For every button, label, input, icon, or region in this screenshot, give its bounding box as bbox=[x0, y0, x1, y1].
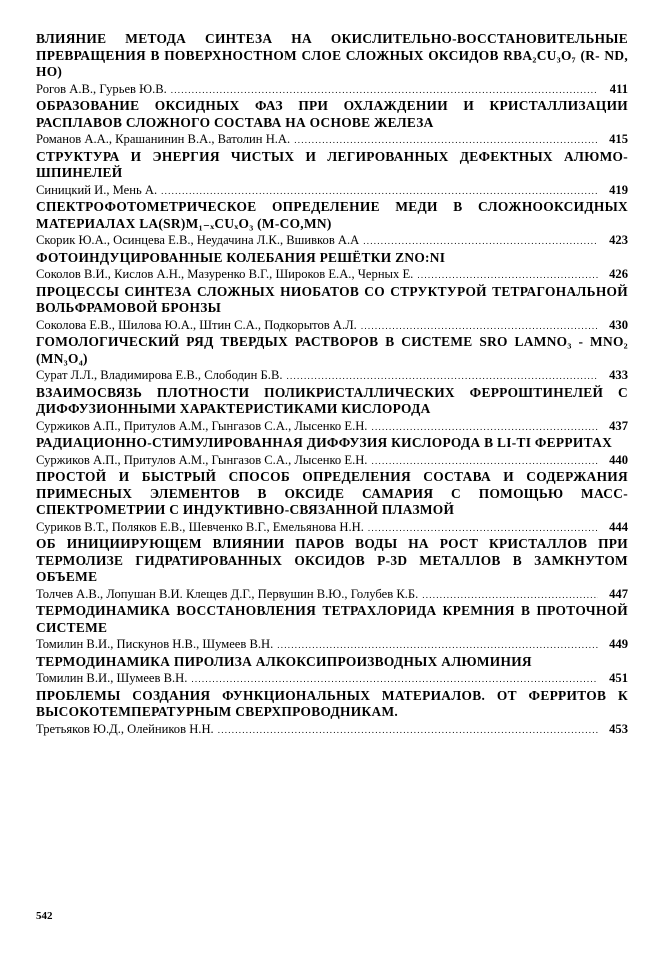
toc-entry bbox=[36, 199, 628, 250]
authors-line bbox=[36, 670, 628, 688]
entry-page: 449 bbox=[609, 637, 628, 651]
toc-entry bbox=[36, 385, 628, 436]
entry-title: ВЗАИМОСВЯЗЬ ПЛОТНОСТИ ПОЛИКРИСТАЛЛИЧЕСКИХ ФЕРРОШТИНЕЛЕЙ С ДИФФУЗИОННЫМИ ХАРАКТЕРИСТИКАМИ КИСЛОРОДА bbox=[36, 384, 628, 416]
authors-line bbox=[36, 266, 628, 284]
entry-page: 426 bbox=[609, 267, 628, 281]
entry-title: СТРУКТУРА И ЭНЕРГИЯ ЧИСТЫХ И ЛЕГИРОВАННЫХ ДЕФЕКТНЫХ АЛЮМО-ШПИНЕЛЕЙ bbox=[36, 148, 628, 180]
toc-entry bbox=[36, 250, 628, 284]
entry-page: 451 bbox=[609, 671, 628, 685]
authors-line bbox=[36, 721, 628, 739]
authors-line bbox=[36, 317, 628, 335]
entry-title: ОБРАЗОВАНИЕ ОКСИДНЫХ ФАЗ ПРИ ОХЛАЖДЕНИИ И КРИСТАЛЛИЗАЦИИ РАСПЛАВОВ СЛОЖНОГО СОСТАВА НА ОСНОВЕ ЖЕЛЕЗА bbox=[36, 98, 628, 130]
entry-authors: Толчев А.В., Лопушан В.И. Клещев Д.Г., Первушин В.Ю., Голубев К.Б. bbox=[36, 586, 419, 601]
entry-authors: Томилин В.И., Шумеев В.Н. bbox=[36, 671, 188, 685]
toc-entry bbox=[36, 284, 628, 335]
dot-leader bbox=[371, 418, 598, 436]
entry-title: ТЕРМОДИНАМИКА ВОССТАНОВЛЕНИЯ ТЕТРАХЛОРИДА КРЕМНИЯ В ПРОТОЧНОЙ СИСТЕМЕ bbox=[36, 603, 628, 635]
entry-authors: Суржиков А.П., Притулов А.М., Гынгазов С.А., Лысенко Е.Н. bbox=[36, 452, 368, 467]
entry-authors: Романов А.А., Крашанинин В.А., Ватолин Н.А. bbox=[36, 132, 291, 146]
dot-leader bbox=[218, 721, 598, 739]
toc-entry bbox=[36, 435, 628, 469]
entry-page: 440 bbox=[609, 452, 628, 467]
toc-entry bbox=[36, 31, 628, 98]
entry-page: 415 bbox=[609, 132, 628, 146]
entry-page: 447 bbox=[609, 586, 628, 601]
dot-leader bbox=[371, 452, 598, 470]
toc-entry bbox=[36, 536, 628, 603]
entry-page: 411 bbox=[609, 81, 628, 96]
dot-leader bbox=[422, 586, 598, 604]
dot-leader bbox=[277, 636, 598, 654]
entry-title: ГОМОЛОГИЧЕСКИЙ РЯД ТВЕРДЫХ РАСТВОРОВ В СИСТЕМЕ SRO LAMNO₃ - MNO₂ (MN₃O₄) bbox=[36, 334, 628, 366]
toc-entry bbox=[36, 603, 628, 654]
entry-authors: Синицкий И., Мень А. bbox=[36, 182, 158, 197]
toc-entry bbox=[36, 98, 628, 149]
entry-title: ОБ ИНИЦИИРУЮЩЕМ ВЛИЯНИИ ПАРОВ ВОДЫ НА РОСТ КРИСТАЛЛОВ ПРИ ТЕРМОЛИЗЕ ГИДРАТИРОВАННЫХ ОКСИДОВ P-3D МЕТАЛЛОВ В ЗАМКНУТОМ ОБЪЕМЕ bbox=[36, 536, 628, 584]
entry-authors: Скорик Ю.А., Осинцева Е.В., Неудачина Л.К., Вшивков А.А bbox=[36, 233, 360, 247]
authors-line bbox=[36, 418, 628, 436]
toc-entry bbox=[36, 688, 628, 739]
entry-page: 444 bbox=[609, 519, 628, 534]
dot-leader bbox=[361, 317, 598, 335]
toc-entry bbox=[36, 334, 628, 385]
dot-leader bbox=[417, 266, 598, 284]
entry-title: ПРОБЛЕМЫ СОЗДАНИЯ ФУНКЦИОНАЛЬНЫХ МАТЕРИАЛОВ. ОТ ФЕРРИТОВ К ВЫСОКОТЕМПЕРАТУРНЫМ СВЕРХПРОВОДНИКАМ. bbox=[36, 687, 628, 719]
toc-entry bbox=[36, 654, 628, 688]
entry-page: 437 bbox=[609, 418, 628, 433]
entry-authors: Соколов В.И., Кислов А.Н., Мазуренко В.Г., Широков Е.А., Черных Е. bbox=[36, 267, 414, 281]
dot-leader bbox=[363, 232, 598, 250]
entry-authors: Соколова Е.В., Шилова Ю.А., Штин С.А., Подкорытов А.Л. bbox=[36, 317, 357, 332]
table-of-contents bbox=[36, 31, 628, 738]
entry-title: СПЕКТРОФОТОМЕТРИЧЕСКОЕ ОПРЕДЕЛЕНИЕ МЕДИ В СЛОЖНООКСИДНЫХ МАТЕРИАЛАХ LA(SR)M₁₋ₓCUₓO₃ (M-CO,MN) bbox=[36, 199, 628, 231]
entry-authors: Суриков В.Т., Поляков Е.В., Шевченко В.Г., Емельянова Н.Н. bbox=[36, 519, 364, 534]
page-number: 542 bbox=[36, 910, 53, 922]
entry-title: ВЛИЯНИЕ МЕТОДА СИНТЕЗА НА ОКИСЛИТЕЛЬНО-ВОССТАНОВИТЕЛЬНЫЕ ПРЕВРАЩЕНИЯ В ПОВЕРХНОСТНОМ СЛОЕ СЛОЖНЫХ ОКСИДОВ RBA₂CU₃O₇ (R- ND, HO) bbox=[36, 31, 628, 79]
authors-line bbox=[36, 636, 628, 654]
toc-entry bbox=[36, 149, 628, 200]
entry-page: 423 bbox=[609, 233, 628, 247]
dot-leader bbox=[368, 519, 598, 537]
entry-authors: Сурат Л.Л., Владимирова Е.В., Слободин Б.В. bbox=[36, 368, 283, 382]
entry-title: ТЕРМОДИНАМИКА ПИРОЛИЗА АЛКОКСИПРОИЗВОДНЫХ АЛЮМИНИЯ bbox=[36, 653, 532, 669]
authors-line bbox=[36, 81, 628, 99]
entry-page: 433 bbox=[609, 368, 628, 382]
dot-leader bbox=[287, 367, 599, 385]
dot-leader bbox=[161, 182, 598, 200]
entry-page: 419 bbox=[609, 182, 628, 197]
entry-title: ФОТОИНДУЦИРОВАННЫЕ КОЛЕБАНИЯ РЕШЁТКИ ZNO:NI bbox=[36, 249, 446, 265]
authors-line bbox=[36, 182, 628, 200]
authors-line bbox=[36, 519, 628, 537]
entry-page: 453 bbox=[609, 721, 628, 736]
entry-title: ПРОЦЕССЫ СИНТЕЗА СЛОЖНЫХ НИОБАТОВ СО СТРУКТУРОЙ ТЕТРАГОНАЛЬНОЙ ВОЛЬФРАМОВОЙ БРОНЗЫ bbox=[36, 283, 628, 315]
entry-title: РАДИАЦИОННО-СТИМУЛИРОВАННАЯ ДИФФУЗИЯ КИСЛОРОДА В LI-TI ФЕРРИТАХ bbox=[36, 435, 613, 450]
entry-authors: Рогов А.В., Гурьев Ю.В. bbox=[36, 81, 167, 96]
authors-line bbox=[36, 232, 628, 250]
authors-line bbox=[36, 586, 628, 604]
entry-authors: Томилин В.И., Пискунов Н.В., Шумеев В.Н. bbox=[36, 637, 274, 651]
authors-line bbox=[36, 131, 628, 149]
entry-page: 430 bbox=[609, 317, 628, 332]
entry-authors: Суржиков А.П., Притулов А.М., Гынгазов С.А., Лысенко Е.Н. bbox=[36, 418, 368, 433]
dot-leader bbox=[171, 81, 598, 99]
entry-authors: Третьяков Ю.Д., Олейников Н.Н. bbox=[36, 721, 214, 736]
authors-line bbox=[36, 367, 628, 385]
dot-leader bbox=[294, 131, 598, 149]
dot-leader bbox=[191, 670, 598, 688]
entry-title: ПРОСТОЙ И БЫСТРЫЙ СПОСОБ ОПРЕДЕЛЕНИЯ СОСТАВА И СОДЕРЖАНИЯ ПРИМЕСНЫХ ЭЛЕМЕНТОВ В ОКСИДЕ САМАРИЯ С ПОМОЩЬЮ МАСС-СПЕКТРОМЕТРИИ С ИНДУКТИВНО-СВЯЗАННОЙ ПЛАЗМОЙ bbox=[36, 469, 628, 517]
toc-entry bbox=[36, 469, 628, 536]
authors-line bbox=[36, 452, 628, 470]
